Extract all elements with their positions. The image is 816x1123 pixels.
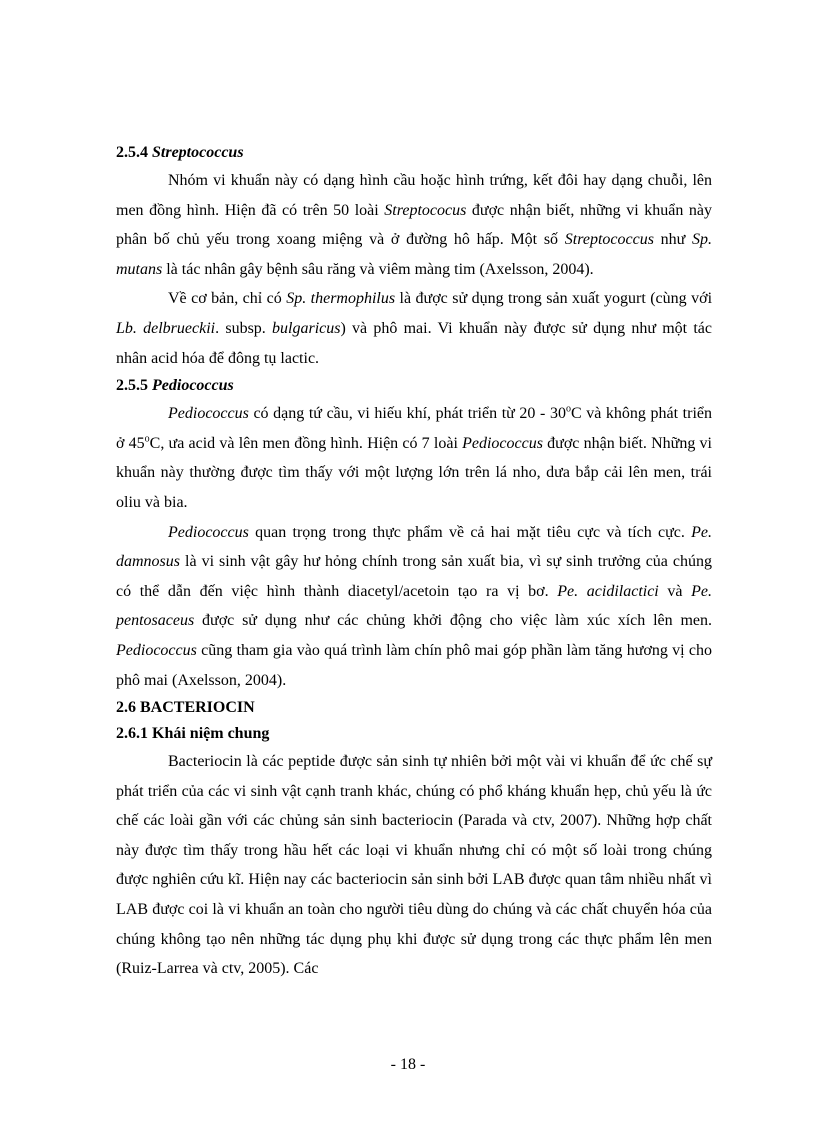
heading-title: Streptococcus: [152, 144, 244, 161]
heading-title: Pediococcus: [152, 377, 234, 395]
italic-run: Pediococcus: [116, 641, 197, 659]
italic-run: Streptococcus: [564, 231, 654, 249]
italic-run: Sp. thermophilus: [286, 290, 396, 308]
text-run: được nhận biết, những vi khuẩn này phân bố chủ yếu trong xoang miệng và ở đường hô hấp. Một số: [116, 201, 712, 249]
text-run: . subsp.: [215, 319, 273, 337]
page-content: [116, 140, 712, 984]
italic-run: Pe. damnosus: [116, 523, 712, 571]
italic-run: Pe. pentosaceus: [116, 582, 713, 630]
text-run: là vi sinh vật gây hư hỏng chính trong sản xuất bia, vì sự sinh trưởng của chúng có thể dẫn đến việc hình thành diacetyl/acetoin tạo ra vị bơ.: [116, 553, 712, 600]
heading-2-5-5: [116, 373, 712, 399]
italic-run: Sp. mutans: [116, 231, 713, 278]
italic-run: Pe. acidilactici: [557, 582, 659, 600]
paragraph-pediococcus-2: [116, 518, 712, 696]
text-run: và: [658, 582, 692, 600]
page-number: - 18 -: [390, 1056, 426, 1073]
text-run: là tác nhân gây bệnh sâu răng và viêm màng tim (Axelsson, 2004).: [162, 260, 594, 278]
text-run: như: [653, 231, 693, 249]
italic-run: Streptococus: [384, 201, 467, 219]
heading-2-5-4: [116, 140, 712, 166]
text-run: C, ưa acid và lên men đồng hình. Hiện có 7 loài: [149, 434, 463, 452]
text-run: Nhóm vi khuẩn này có dạng hình cầu hoặc hình trứng, kết đôi hay dạng chuỗi, lên men đồng hình. Hiện đã có trên 50 loài: [116, 172, 712, 219]
text-run: Về cơ bản, chỉ có: [168, 290, 287, 308]
italic-run: Lb. delbrueckii: [116, 319, 216, 337]
heading-number: 2.5.5: [116, 377, 152, 395]
italic-run: Pediococcus: [462, 434, 543, 452]
text-run: được nhận biết. Những vi khuẩn này thường được tìm thấy với một lượng lớn trên lá nho, dưa bắp cải lên men, trái oliu và bia.: [116, 434, 712, 511]
paragraph-streptococcus-2: [116, 284, 712, 373]
text-run: cũng tham gia vào quá trình làm chín phô mai góp phần làm tăng hương vị cho phô mai (Axelsson, 2004).: [116, 641, 712, 689]
text-run: là được sử dụng trong sản xuất yogurt (cùng với: [395, 290, 713, 308]
italic-run: Pediococcus: [168, 523, 249, 541]
text-run: C và không phát triển ở 45: [116, 405, 712, 452]
degree-superscript: o: [565, 403, 571, 415]
italic-run: Pediococcus: [168, 405, 249, 423]
heading-number: 2.5.4: [116, 144, 152, 161]
paragraph-pediococcus-1: [116, 399, 712, 517]
italic-run: bulgaricus: [272, 319, 341, 337]
heading-2-6: 2.6 BACTERIOCIN: [116, 699, 255, 717]
text-run: được sử dụng như các chủng khởi động cho việc làm xúc xích lên men.: [194, 612, 712, 630]
text-run: quan trọng trong thực phẩm về cả hai mặt tiêu cực và tích cực.: [248, 523, 692, 541]
degree-superscript: o: [144, 433, 150, 445]
text-run: ) và phô mai. Vi khuẩn này được sử dụng như một tác nhân acid hóa để đông tụ lactic.: [116, 319, 713, 367]
heading-2-6-1: 2.6.1 Khái niệm chung: [116, 725, 270, 743]
paragraph-streptococcus-1: [116, 166, 712, 284]
text-run: có dạng tứ cầu, vi hiếu khí, phát triển từ 20 - 30: [248, 405, 566, 423]
paragraph-bacteriocin-1: Bacteriocin là các peptide được sản sinh tự nhiên bởi một vài vi khuẩn để ức chế sự phát triển của các vi sinh vật cạnh tranh khác, chúng có phổ kháng khuẩn hẹp, chủ yếu là ức chế các loài gần với các chủng sản sinh bacteriocin (Parada và ctv, 2007). Những hợp chất này được tìm thấy trong hầu hết các loại vi khuẩn nhưng chỉ có một số loài trong chúng được nghiên cứu kĩ. Hiện nay các bacteriocin sản sinh bởi LAB được quan tâm nhiều nhất vì LAB được coi là vi khuẩn an toàn cho người tiêu dùng do chúng và các chất chuyển hóa của chúng không tạo nên những tác dụng phụ khi được sử dụng trong các thực phẩm lên men (Ruiz-Larrea và ctv, 2005). Các: [116, 753, 712, 978]
